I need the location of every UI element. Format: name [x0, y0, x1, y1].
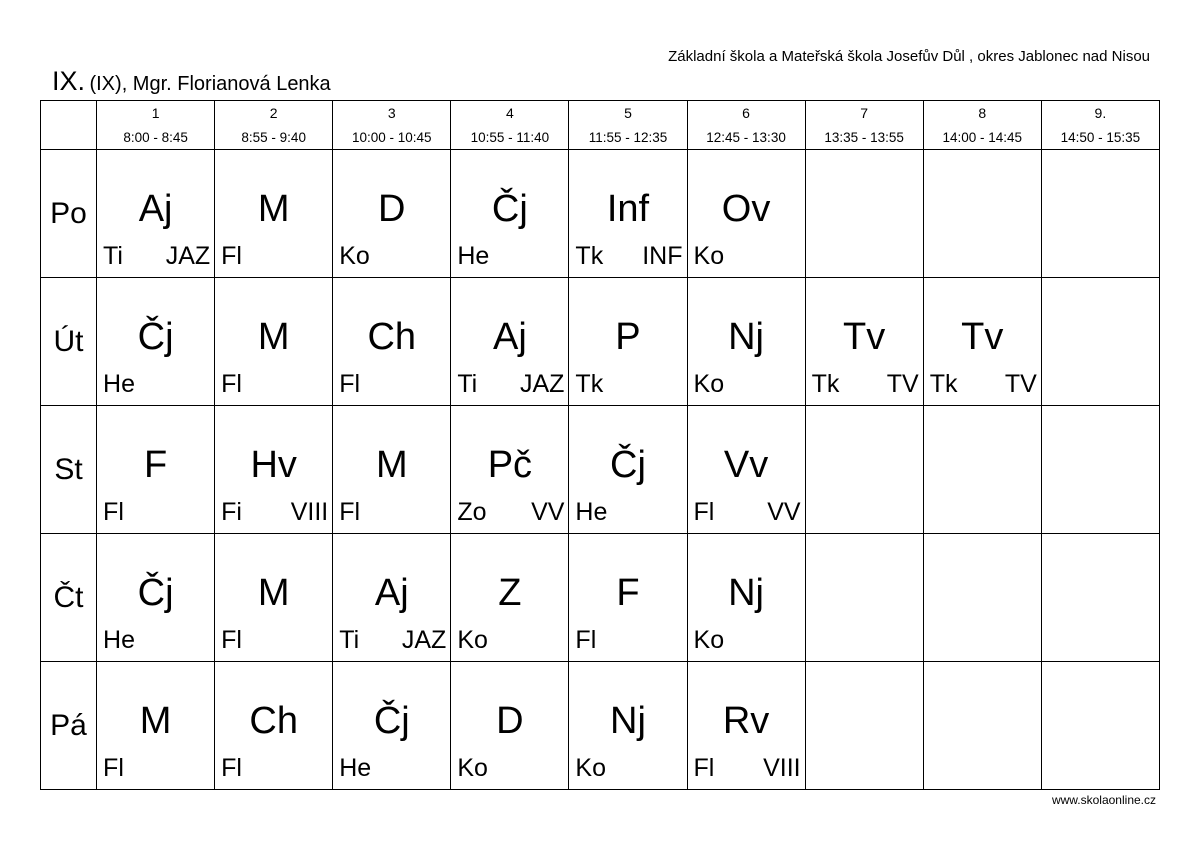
lesson-cell	[215, 278, 333, 406]
day-row	[41, 662, 1160, 790]
empty-cell	[923, 150, 1041, 278]
day-label: Pá	[41, 662, 97, 790]
teacher-code: Fl	[693, 498, 715, 526]
room-code: VV	[767, 498, 801, 526]
subject: M	[139, 700, 172, 742]
subject: D	[496, 700, 524, 742]
subject: Čj	[491, 188, 528, 230]
subject: Tv	[961, 316, 1004, 358]
subject: Aj	[492, 316, 527, 358]
period-header	[569, 101, 687, 150]
lesson-cell	[569, 150, 687, 278]
period-number: 4	[505, 105, 514, 121]
teacher-code: Ti	[457, 370, 478, 398]
empty-cell	[923, 534, 1041, 662]
teacher-code: Fl	[103, 754, 124, 782]
empty-cell	[1041, 278, 1159, 406]
room-code: JAZ	[401, 626, 447, 654]
teacher-code: He	[575, 498, 608, 526]
teacher-code: Ti	[339, 626, 360, 654]
lesson-cell	[215, 534, 333, 662]
teacher-code: Fl	[103, 498, 124, 526]
lesson-cell	[97, 278, 215, 406]
subject: Ch	[367, 316, 417, 358]
day-row	[41, 278, 1160, 406]
lesson-cell	[333, 534, 451, 662]
subject: Nj	[728, 316, 764, 358]
subject: Čj	[137, 316, 174, 358]
subject: Ch	[249, 700, 298, 742]
lesson-cell	[333, 278, 451, 406]
lesson-cell	[569, 278, 687, 406]
day-label: Po	[41, 150, 97, 278]
empty-cell	[1041, 534, 1159, 662]
lesson-cell	[569, 662, 687, 790]
subject: Čj	[137, 572, 174, 614]
teacher-code: Tk	[575, 370, 604, 398]
subject: Nj	[728, 572, 764, 614]
teacher-code: Ti	[103, 242, 123, 270]
period-number: 6	[742, 105, 750, 121]
teacher-code: Ko	[693, 370, 725, 398]
corner-cell	[41, 101, 97, 150]
header-row	[41, 101, 1160, 150]
teacher-code: Tk	[575, 242, 604, 270]
lesson-cell	[923, 278, 1041, 406]
subject: F	[616, 572, 640, 614]
room-code: JAZ	[165, 242, 211, 270]
period-header	[451, 101, 569, 150]
period-time: 10:55 - 11:40	[470, 130, 550, 145]
subject: Čj	[610, 444, 646, 486]
lesson-cell	[805, 278, 923, 406]
day-label: Čt	[41, 534, 97, 662]
lesson-cell	[451, 406, 569, 534]
teacher-code: Fl	[221, 370, 242, 398]
lesson-cell	[687, 662, 805, 790]
period-number: 1	[151, 105, 160, 121]
empty-cell	[805, 406, 923, 534]
class-label: IX.	[52, 66, 86, 96]
lesson-cell	[333, 662, 451, 790]
period-header	[923, 101, 1041, 150]
teacher-code: Ko	[339, 242, 370, 270]
room-code: TV	[1004, 370, 1037, 398]
subject: M	[257, 572, 290, 614]
teacher-code: Ko	[575, 754, 607, 782]
lesson-cell	[215, 150, 333, 278]
subject: Z	[498, 572, 522, 614]
teacher-name: , Mgr. Florianová Lenka	[121, 73, 331, 95]
class-code: (IX)	[89, 73, 122, 95]
room-code: JAZ	[519, 370, 565, 398]
period-number: 3	[387, 105, 396, 121]
teacher-code: Ko	[693, 626, 725, 654]
subject: Ov	[721, 188, 771, 230]
period-time: 11:55 - 12:35	[588, 130, 668, 145]
lesson-cell	[215, 662, 333, 790]
lesson-cell	[215, 406, 333, 534]
lesson-cell	[451, 662, 569, 790]
teacher-code: He	[457, 242, 490, 270]
school-name: Základní škola a Mateřská škola Josefův Důl , okres Jablonec nad Nisou	[668, 48, 1150, 65]
lesson-cell	[687, 150, 805, 278]
period-header	[1041, 101, 1159, 150]
empty-cell	[1041, 406, 1159, 534]
subject: Hv	[250, 444, 297, 486]
period-number: 9.	[1094, 105, 1107, 121]
teacher-code: Ko	[693, 242, 725, 270]
period-number: 5	[624, 105, 632, 121]
day-row	[41, 534, 1160, 662]
room-code: VV	[531, 498, 565, 526]
day-label: St	[41, 406, 97, 534]
lesson-cell	[97, 406, 215, 534]
subject: Aj	[138, 188, 173, 230]
empty-cell	[805, 662, 923, 790]
subject: D	[378, 188, 406, 230]
period-header	[333, 101, 451, 150]
subject: Pč	[487, 444, 533, 486]
period-time: 8:00 - 8:45	[123, 130, 188, 145]
teacher-code: Zo	[457, 498, 487, 526]
lesson-cell	[97, 662, 215, 790]
subject: Rv	[722, 700, 770, 742]
period-time: 8:55 - 9:40	[241, 130, 306, 145]
teacher-code: Fl	[221, 242, 242, 270]
lesson-cell	[687, 406, 805, 534]
teacher-code: Fl	[339, 498, 361, 526]
period-number: 7	[860, 105, 869, 121]
teacher-code: Fl	[221, 754, 242, 782]
period-time: 14:50 - 15:35	[1060, 130, 1141, 145]
room-code: VIII	[763, 754, 801, 782]
subject: M	[257, 316, 290, 358]
room-code: INF	[642, 242, 683, 270]
teacher-code: He	[103, 626, 136, 654]
room-code: VIII	[290, 498, 329, 526]
teacher-code: He	[103, 370, 136, 398]
subject: M	[257, 188, 290, 230]
footer-link[interactable]: www.skolaonline.cz	[1051, 793, 1156, 807]
lesson-cell	[97, 150, 215, 278]
lesson-cell	[451, 150, 569, 278]
subject: Aj	[374, 572, 409, 614]
day-row	[41, 406, 1160, 534]
period-time: 10:00 - 10:45	[351, 130, 432, 145]
empty-cell	[923, 406, 1041, 534]
period-number: 8	[978, 105, 987, 121]
lesson-cell	[451, 278, 569, 406]
lesson-cell	[569, 534, 687, 662]
empty-cell	[923, 662, 1041, 790]
day-label: Út	[41, 278, 97, 406]
teacher-code: Fl	[693, 754, 715, 782]
period-time: 14:00 - 14:45	[942, 130, 1023, 145]
lesson-cell	[687, 278, 805, 406]
timetable-title	[52, 66, 331, 97]
empty-cell	[1041, 662, 1159, 790]
teacher-code: Ko	[457, 754, 488, 782]
period-header	[805, 101, 923, 150]
room-code: TV	[886, 370, 919, 398]
timetable-body	[41, 150, 1160, 790]
subject: Nj	[610, 700, 646, 742]
teacher-code: Tk	[929, 370, 958, 398]
period-header	[215, 101, 333, 150]
empty-cell	[1041, 150, 1159, 278]
teacher-code: He	[339, 754, 372, 782]
lesson-cell	[569, 406, 687, 534]
timetable	[40, 100, 1160, 790]
day-row	[41, 150, 1160, 278]
lesson-cell	[451, 534, 569, 662]
subject: Vv	[723, 444, 769, 486]
teacher-code: Tk	[811, 370, 840, 398]
empty-cell	[805, 534, 923, 662]
subject: P	[615, 316, 641, 358]
subject: Inf	[606, 188, 650, 230]
period-header	[97, 101, 215, 150]
subject: Čj	[373, 700, 410, 742]
lesson-cell	[333, 406, 451, 534]
teacher-code: Ko	[457, 626, 488, 654]
teacher-code: Fl	[575, 626, 597, 654]
empty-cell	[805, 150, 923, 278]
lesson-cell	[687, 534, 805, 662]
lesson-cell	[333, 150, 451, 278]
teacher-code: Fi	[221, 498, 242, 526]
lesson-cell	[97, 534, 215, 662]
period-number: 2	[269, 105, 278, 121]
period-time: 13:35 - 13:55	[824, 130, 904, 145]
subject: F	[143, 444, 168, 486]
period-time: 12:45 - 13:30	[706, 130, 786, 145]
subject: Tv	[843, 316, 886, 358]
subject: M	[375, 444, 408, 486]
period-header	[687, 101, 805, 150]
teacher-code: Fl	[339, 370, 361, 398]
teacher-code: Fl	[221, 626, 242, 654]
